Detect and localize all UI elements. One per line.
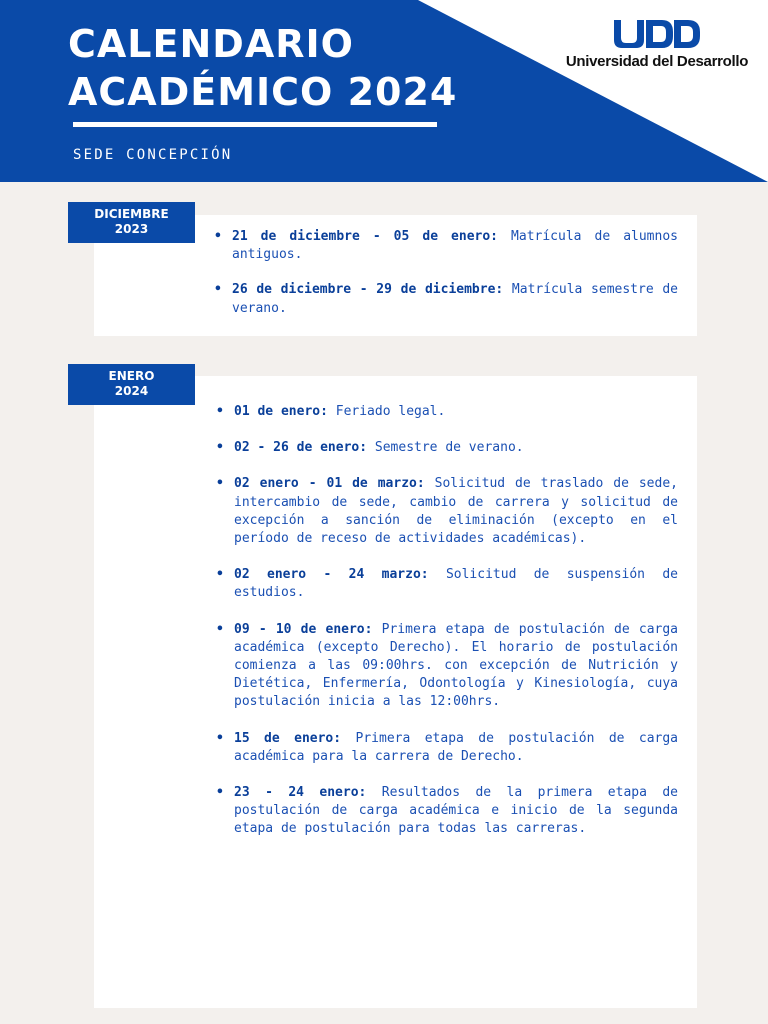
bullet-icon: • (216, 476, 224, 492)
event-item (216, 403, 678, 421)
event-description: Primera etapa de postulación de carga académica (excepto Derecho). El horario de postulación comienza a las 09:00hrs. con excepción de Nutrición y Dietética, Enfermería, Odontología y Kinesiología, cuya postulación inicia a las 12:00hrs. (234, 621, 679, 710)
event-date: 01 de enero: (234, 404, 328, 419)
bullet-icon: • (214, 282, 222, 298)
event-date: 21 de diciembre - 05 de enero: (232, 229, 499, 244)
event-description: Resultados de la primera etapa de postulación de carga académica e inicio de la segunda etapa de postulación para todas las carreras. (234, 785, 679, 837)
event-date: 09 - 10 de enero: (234, 621, 373, 637)
event-description: Solicitud de traslado de sede, intercambio de sede, cambio de carrera y solicitud de excepción a sanción de eliminación (excepto en el período de receso de actividades académicas). (234, 476, 678, 547)
bullet-icon: • (216, 785, 224, 801)
event-date: 02 - 26 de enero: (234, 440, 368, 456)
university-logo (550, 18, 764, 74)
event-item (216, 730, 678, 766)
month-label: ENERO (108, 369, 155, 383)
university-name: Universidad del Desarrollo (565, 53, 749, 70)
page-header (0, 0, 768, 182)
campus-subtitle: SEDE CONCEPCIÓN (73, 147, 233, 163)
month-tag-january (68, 364, 195, 405)
event-item (214, 228, 678, 264)
month-tag-december (68, 202, 195, 243)
udd-logo-mark (612, 18, 702, 50)
page-title (68, 20, 457, 116)
title-line-1: CALENDARIO (68, 22, 354, 66)
event-item (214, 281, 678, 317)
title-line-2: ACADÉMICO 2024 (68, 70, 458, 114)
event-date: 23 - 24 enero: (234, 785, 367, 801)
event-date: 02 enero - 24 marzo: (234, 567, 429, 583)
event-description: Feriado legal. (335, 404, 446, 419)
event-item (216, 439, 678, 457)
month-label: DICIEMBRE (94, 207, 169, 221)
event-item (216, 784, 678, 839)
event-description: Matrícula semestre de verano. (232, 282, 678, 316)
title-divider (73, 122, 437, 127)
event-description: Semestre de verano. (374, 440, 524, 456)
event-description: Matrícula de alumnos antiguos. (232, 229, 678, 263)
event-item (216, 621, 678, 712)
event-description: Solicitud de suspensión de estudios. (234, 567, 678, 601)
year-label: 2024 (114, 384, 149, 398)
event-date: 02 enero - 01 de marzo: (234, 476, 425, 492)
event-date: 15 de enero: (234, 730, 342, 746)
event-list-january (216, 403, 678, 839)
event-list-december (214, 228, 678, 318)
bullet-icon: • (216, 730, 224, 746)
bullet-icon: • (214, 229, 222, 244)
year-label: 2023 (114, 222, 149, 236)
event-description: Primera etapa de postulación de carga académica para la carrera de Derecho. (234, 730, 679, 764)
event-date: 26 de diciembre - 29 de diciembre: (232, 282, 504, 298)
bullet-icon: • (216, 440, 224, 456)
event-item (216, 475, 678, 548)
bullet-icon: • (216, 567, 224, 583)
event-item (216, 566, 678, 602)
bullet-icon: • (216, 404, 224, 419)
bullet-icon: • (216, 621, 224, 637)
